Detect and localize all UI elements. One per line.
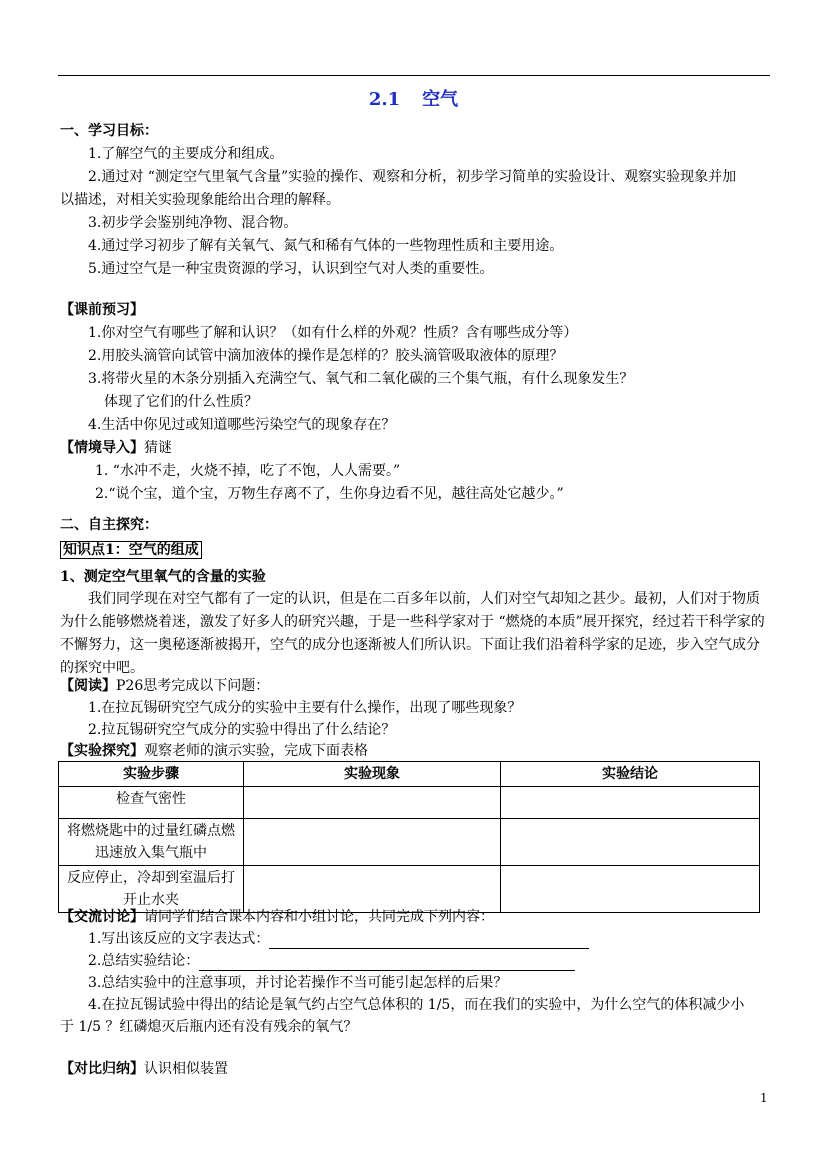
- discussion-text: 请同学们结合课本内容和小组讨论，共同完成下列内容：: [144, 909, 494, 925]
- preview-heading: 【课前预习】: [60, 302, 144, 318]
- preview-item: 4.生活中你见过或知道哪些污染空气的现象存在？: [88, 417, 396, 433]
- page-number: 1: [760, 1091, 768, 1105]
- situation-line: [60, 439, 172, 458]
- preview-item: 1.你对空气有哪些了解和认识？（如有什么样的外观？性质？含有哪些成分等）: [88, 325, 578, 341]
- goal-item: 1.了解空气的主要成分和组成。: [88, 146, 284, 162]
- compare-line: [60, 1060, 228, 1079]
- preview-item-cont: 体现了它们的什么性质？: [104, 394, 258, 410]
- header-rule: [58, 75, 770, 76]
- intro-paragraph: 我们同学现在对空气都有了一定的认识，但是在二百多年以前，人们对空气却知之甚少。最初，人们对于物质为什么能够燃烧着迷，激发了好多人的研究兴趣，于是一些科学家对于 “燃烧的本质”展开探究，经过若干科学家的不懈努力，这一奥秘逐渐被揭开，空气的成分也逐渐被人们所认识。下面让我们沿着科学家的足迹，步入空气成分的探究中吧。: [60, 591, 765, 676]
- table-cell: [501, 866, 760, 913]
- table-cell: [501, 787, 760, 819]
- experiment-table: [58, 761, 760, 913]
- answer-blank[interactable]: [199, 956, 575, 971]
- experiment-heading: 【实验探究】: [60, 743, 144, 759]
- preview-item: 3.将带火星的木条分别插入充满空气、氧气和二氧化碳的三个集气瓶，有什么现象发生？: [88, 371, 634, 387]
- section-number: 2.1: [368, 89, 401, 110]
- reading-line: [60, 677, 269, 696]
- table-row: [59, 819, 760, 866]
- discussion-heading: 【交流讨论】: [60, 909, 144, 925]
- explore-heading: 二、自主探究：: [60, 517, 158, 533]
- sub-heading: 1、测定空气里氧气的含量的实验: [60, 569, 266, 585]
- experiment-text: 观察老师的演示实验，完成下面表格: [144, 743, 368, 759]
- table-header: 实验步骤: [59, 762, 244, 787]
- table-row: [59, 787, 760, 819]
- table-header: 实验现象: [244, 762, 501, 787]
- compare-heading: 【对比归纳】: [60, 1061, 144, 1077]
- title-text: 空气: [422, 89, 459, 110]
- knowledge-point-label: 知识点1：空气的组成: [60, 541, 202, 559]
- riddle-item: 1. “水冲不走，火烧不掉，吃了不饱，人人需要。”: [95, 463, 401, 479]
- compare-text: 认识相似装置: [144, 1061, 228, 1077]
- discussion-item: [88, 930, 589, 949]
- situation-label: 猜谜: [144, 440, 172, 456]
- discussion-item: 3.总结实验中的注意事项，并讨论若操作不当可能引起怎样的后果？: [88, 975, 508, 991]
- goal-item: 5.通过空气是一种宝贵资源的学习，认识到空气对人类的重要性。: [88, 261, 494, 277]
- table-cell: [244, 866, 501, 913]
- table-cell: [501, 819, 760, 866]
- table-row: [59, 866, 760, 913]
- knowledge-point: [60, 541, 202, 560]
- reading-item: 2.拉瓦锡研究空气成分的实验中得出了什么结论？: [88, 722, 396, 738]
- table-cell: [244, 819, 501, 866]
- goals-heading: 一、学习目标：: [60, 123, 158, 139]
- goal-item-cont: 以描述，对相关实验现象能给出合理的解释。: [60, 192, 340, 208]
- answer-blank[interactable]: [269, 934, 589, 949]
- discussion-item-cont: 于 1/5 ？红磷熄灭后瓶内还有没有残余的氧气？: [60, 1019, 358, 1035]
- riddle-item: 2.“说个宝，道个宝，万物生存离不了，生你身边看不见，越往高处它越少。”: [95, 486, 564, 502]
- goal-item: 4.通过学习初步了解有关氧气、氮气和稀有气体的一些物理性质和主要用途。: [88, 238, 564, 254]
- goal-item: 2.通过对 “测定空气里氧气含量”实验的操作、观察和分析，初步学习简单的实验设计、观察实验现象并加: [88, 169, 737, 185]
- discussion-item: [88, 952, 575, 971]
- table-cell: 将燃烧匙中的过量红磷点燃迅速放入集气瓶中: [59, 819, 244, 866]
- preview-item: 2.用胶头滴管向试管中滴加液体的操作是怎样的？胶头滴管吸取液体的原理？: [88, 348, 564, 364]
- table-cell: 反应停止，冷却到室温后打开止水夹: [59, 866, 244, 913]
- situation-heading: 【情境导入】: [60, 440, 144, 456]
- experiment-line: [60, 742, 368, 761]
- reading-text: P26思考完成以下问题：: [116, 678, 270, 694]
- table-cell: 检查气密性: [59, 787, 244, 819]
- reading-item: 1.在拉瓦锡研究空气成分的实验中主要有什么操作，出现了哪些现象？: [88, 700, 522, 716]
- discussion-item: 4.在拉瓦锡试验中得出的结论是氧气约占空气总体积的 1/5，而在我们的实验中，为什么空气的体积减少小: [88, 997, 745, 1013]
- discussion-line: [60, 908, 494, 927]
- discussion-item-text: 1.写出该反应的文字表达式：: [88, 931, 270, 947]
- table-header-row: [59, 762, 760, 787]
- page-title: [0, 88, 827, 112]
- table-header: 实验结论: [501, 762, 760, 787]
- reading-heading: 【阅读】: [60, 678, 116, 694]
- goal-item: 3.初步学会鉴别纯净物、混合物。: [88, 215, 298, 231]
- table-cell: [244, 787, 501, 819]
- discussion-item-text: 2.总结实验结论：: [88, 953, 200, 969]
